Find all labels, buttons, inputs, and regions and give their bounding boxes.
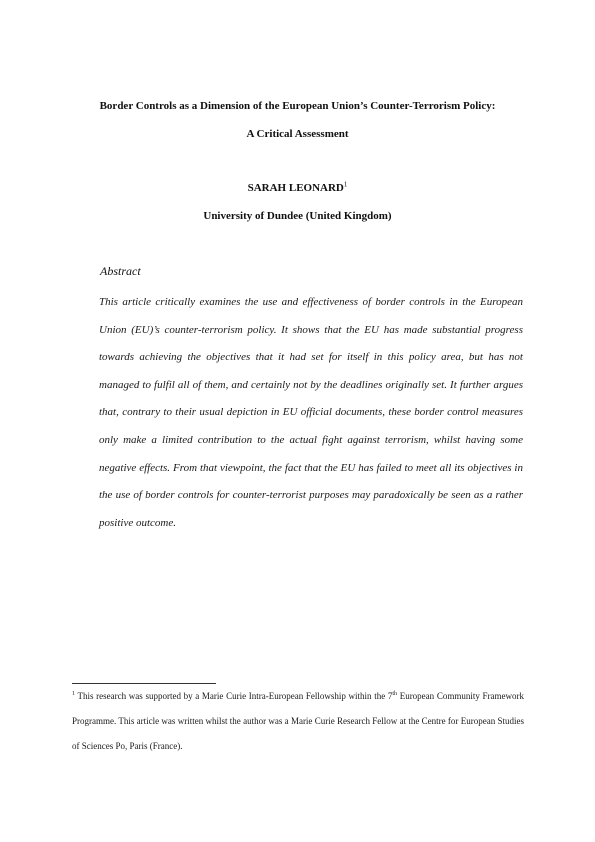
footnote-text-end: European Community Framework Programme. This article was written whilst the author was a Marie Curie Research Fellow at the Centre for European Studies of Sciences Po, Paris (France). [72, 691, 524, 751]
paper-title-line-2: A Critical Assessment [246, 128, 349, 140]
abstract-heading: Abstract [100, 264, 141, 278]
author-name: SARAH LEONARD [247, 182, 344, 194]
footnote-ordinal-superscript: th [392, 691, 398, 697]
paper-title-line-1: Border Controls as a Dimension of the European Union’s Counter-Terrorism Policy: [99, 100, 496, 112]
footnote [72, 684, 524, 759]
footnote-text-start: This research was supported by a Marie Curie Intra-European Fellowship within the 7 [75, 691, 393, 701]
footnote-reference-mark[interactable]: 1 [343, 180, 348, 189]
author-line [0, 182, 595, 194]
footnote-number: 1 [72, 691, 75, 697]
author-affiliation: University of Dundee (United Kingdom) [203, 210, 392, 222]
abstract-text: This article critically examines the use and effectiveness of border controls in the European Union (EU)’s counter-terrorism policy. It shows that the EU has made substantial progress towards achieving the objectives that it had set for itself in this policy area, but has not managed to fulfil all of them, and certainly not by the deadlines originally set. It further argues that, contrary to their usual depiction in EU official documents, these border control measures only make a limited contribution to the actual fight against terrorism, whilst having some negative effects. From that viewpoint, the fact that the EU has failed to meet all its objectives in the use of border controls for counter-terrorist purposes may paradoxically be seen as a rather positive outcome. [99, 296, 523, 529]
